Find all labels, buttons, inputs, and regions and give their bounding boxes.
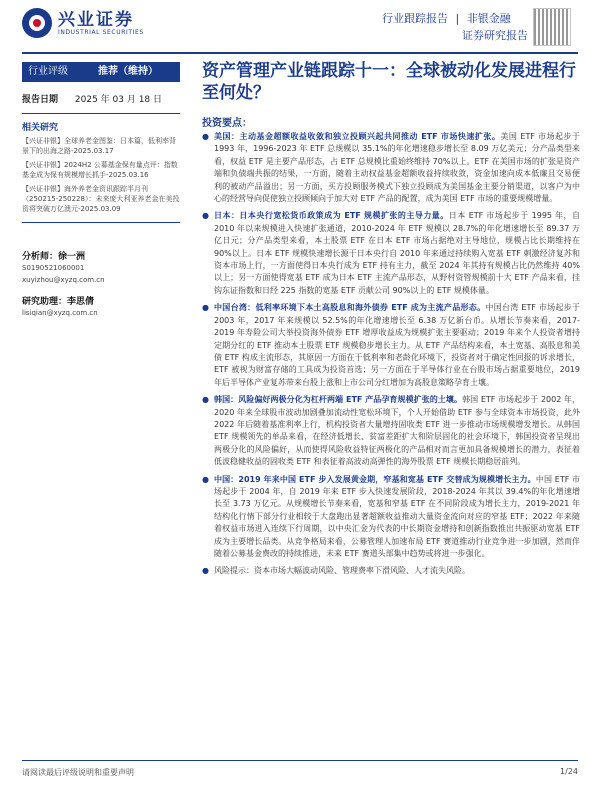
bullet-icon: ● <box>202 395 209 405</box>
bullet-icon: ● <box>202 474 209 484</box>
related-research-title: 相关研究 <box>22 123 59 133</box>
key-point <box>202 302 580 389</box>
footer-divider <box>22 760 578 761</box>
bullet-icon: ● <box>202 566 209 576</box>
page-number: 1/24 <box>560 767 578 776</box>
related-research-item[interactable]: 【兴证非银】海外养老金资讯跟踪半月刊（250215-250228）：未来庞大利亚养老金在美投资将突破万亿澳元-2025.03.09 <box>22 185 180 213</box>
key-point-body: 中国 ETF 市场起步于 2004 年，自 2019 年来 ETF 步入快速发展阶段，2018-2024 年其以 39.4%的年化增速增长至 3.73 万亿元。从规模增长节奏来看，宽基和窄基 ETF 在不同阶段成为增长主力，2019-2021 年结构化行情下部分行业相较于大盘跑出显著超额收益推动大量资金流向对应的窄基 ETF；2022 年来随着权益市场进入连续下行周期，以中央汇金为代表的中长期资金增持和创新指数推出共振驱动宽基 ETF 成为主要增长品类。从竞争格局来看，公募管理人加速布局 ETF 赛道推动行业竞争进一步加剧，然而伴随着公募基金费改的持续推进，未来 ETF 赛道头部集中趋势或将进一步强化。 <box>214 474 580 558</box>
analyst-name: 分析师：徐一洲 <box>22 252 86 262</box>
bullet-icon: ● <box>202 303 209 313</box>
header-divider <box>22 52 578 54</box>
report-date-label: 报告日期 <box>22 95 59 105</box>
report-date <box>22 92 180 105</box>
risk-warning-text: 风险提示：资本市场大幅波动风险、管理费率下滑风险、人才流失风险。 <box>214 566 470 576</box>
industry-label: 非银金融 <box>466 12 511 25</box>
report-header <box>0 0 600 50</box>
footer-disclaimer[interactable]: 请阅读最后评级说明和重要声明 <box>22 768 134 777</box>
section-heading: 投资要点： <box>202 118 252 129</box>
related-research-item[interactable]: 【兴证非银】全球养老金图鉴：日本篇，低利率背景下的出海之路-2025.03.17 <box>22 137 176 155</box>
report-date-value: 2025 年 03 月 18 日 <box>74 95 163 105</box>
logo-name-en: INDUSTRIAL SECURITIES <box>58 28 144 36</box>
report-type-label: 行业跟踪报告 <box>382 12 448 25</box>
rating-bar <box>22 62 180 82</box>
key-point <box>202 131 580 205</box>
risk-warning <box>202 565 580 577</box>
bullet-icon: ● <box>202 211 209 221</box>
key-point-body: 中国台湾 ETF 市场起步于 2003 年，2017 年来规模以 52.5%的年化增速增长至 6.38 万亿新台币。从增长节奏来看，2017-2019 年寿险公司大举投资海外债券 ETF 增厚收益成为规模扩张主要驱动；2019 年来个人投资者增持定期分红的 ETF 推动本土股票 ETF 规模稳步增长主力。从 ETF 产品结构来看，本土宽基、高股息和美债 ETF 构成主流形态，其原因一方面在于低利率和老龄化环境下，投资者对于确定性回报的诉求增长，ETF 被视为财富存储的工具成为投资首选；另一方面在于半导体行业在台股市场占据重要地位，2019 年后半导体产业复苏带来台股上涨和上市公司分红增加为高股息策略孕育土壤。 <box>214 303 580 387</box>
analyst-email[interactable]: xuyizhou@xyzq.com.cn <box>22 276 105 284</box>
key-point-body: 韩国 ETF 市场起步于 2002 年，2020 年来全球股市波动加剧叠加流动性宽松环境下，个人开始借助 ETF 参与全球资本市场投资，此外 2022 年后随着基准利率上行，机构投资者大量增持固收类 ETF 进一步推动市场规模增发增长。从韩国 ETF 规模领先的单品来看，在经济低增长、贫富差距扩大和阶层固化的社会环境下，韩国投资者呈现出两极分化的风险偏好，从而使得风险收益特征两极化的产品相对而言更加具备规模增长的潜力，表征着低波稳健收益的固收类 ETF 和表征着高波动高弹性的海外股票 ETF 规模长期稳居前列。 <box>214 395 580 467</box>
report-dept: 证券研究报告 <box>462 29 528 42</box>
main-content <box>202 60 580 583</box>
rating-label: 行业评级 <box>28 66 68 77</box>
report-type-separator: | <box>455 12 460 25</box>
key-point-lead: 中国：2019 年来中国 ETF 步入发展黄金期，窄基和宽基 ETF 交替成为规模增长主力。 <box>214 474 536 484</box>
logo-mark-icon <box>22 8 52 38</box>
company-logo <box>22 8 144 38</box>
key-point-body: 美国 ETF 市场起步于 1993 年，1996-2023 年 ETF 总规模以 35.1%的年化增速稳步增长至 8.09 万亿美元；分产品类型来看，权益 ETF 是主要产品形态，占 ETF 总规模比重始终维持 70%以上。ETF 在美国市场的扩张是资产端和负债端共振的结果，一方面，随着主动权益基金超额收益持续收敛，资金加速向成本低廉且交易便利的被动产品溢出；另一方面，买方投顾服务模式下独立投顾成为美国基金主要分销渠道，以客户为中心的经营导向促使独立投顾倾向于加大对 ETF 产品的配置，成为美国 ETF 市场的重要规模增量。 <box>214 132 580 204</box>
key-point <box>202 474 580 561</box>
key-point-lead: 中国台湾：低利率环境下本土高股息和海外债券 ETF 成为主流产品形态。 <box>214 303 486 313</box>
key-point <box>202 210 580 297</box>
assistant-name: 研究助理：李思倩 <box>22 297 95 307</box>
analyst-cert-id: S0190521060001 <box>22 264 85 272</box>
rating-value: 推荐（维持） <box>98 66 158 77</box>
logo-name-cn: 兴业证券 <box>58 9 134 30</box>
sidebar-divider <box>22 222 180 223</box>
bullet-icon: ● <box>202 132 209 141</box>
key-point-lead: 韩国：风险偏好两极分化为杠杆两端 ETF 产品孕育规模扩张的土壤。 <box>214 395 463 405</box>
report-title: 资产管理产业链跟踪十一：全球被动化发展进程行至何处？ <box>202 61 576 103</box>
sidebar <box>22 62 180 319</box>
sidebar-divider <box>22 113 180 114</box>
assistant-email[interactable]: lisiqian@xyzq.com.cn <box>22 309 98 317</box>
key-point <box>202 394 580 468</box>
key-point-lead: 日本：日本央行宽松货币政策成为 ETF 规模扩张的主导力量。 <box>214 211 449 221</box>
key-point-lead: 美国：主动基金超额收益收敛和独立投顾兴起共同推动 ETF 市场快速扩张。 <box>214 132 501 141</box>
key-point-body: 日本 ETF 市场起步于 1995 年，自 2010 年以来规模进入快速扩张通道，2010-2024 年 ETF 规模以 28.7%的年化增速增长至 89.37 万亿日元；分产品类型来看，本土股票 ETF 在日本 ETF 市场占据绝对主导地位，规模占比长期维持在 90%以上。日本 ETF 规模快速增长源于日本央行自 2010 年来通过持续购入宽基 ETF 刺激经济复苏和资本市场上行，一方面使得日本央行成为 ETF 持有主力，截至 2024 年其持有规模占比仍然维持 40%以上；另一方面使得宽基 ETF 成为日本 ETF 主流产品形态，从野村资管规模前十大 ETF 产品来看，挂钩东证指数和日经 225 指数的宽基 ETF 贡献公司 90%以上的 ETF 规模体量。 <box>214 211 580 295</box>
related-research-item[interactable]: 【兴证非银】2024H2 公募基金保有量点评：指数基金成为保有规模增长抓手-2025.03.16 <box>22 161 178 179</box>
qr-code-icon <box>533 8 571 46</box>
report-type <box>380 10 513 26</box>
